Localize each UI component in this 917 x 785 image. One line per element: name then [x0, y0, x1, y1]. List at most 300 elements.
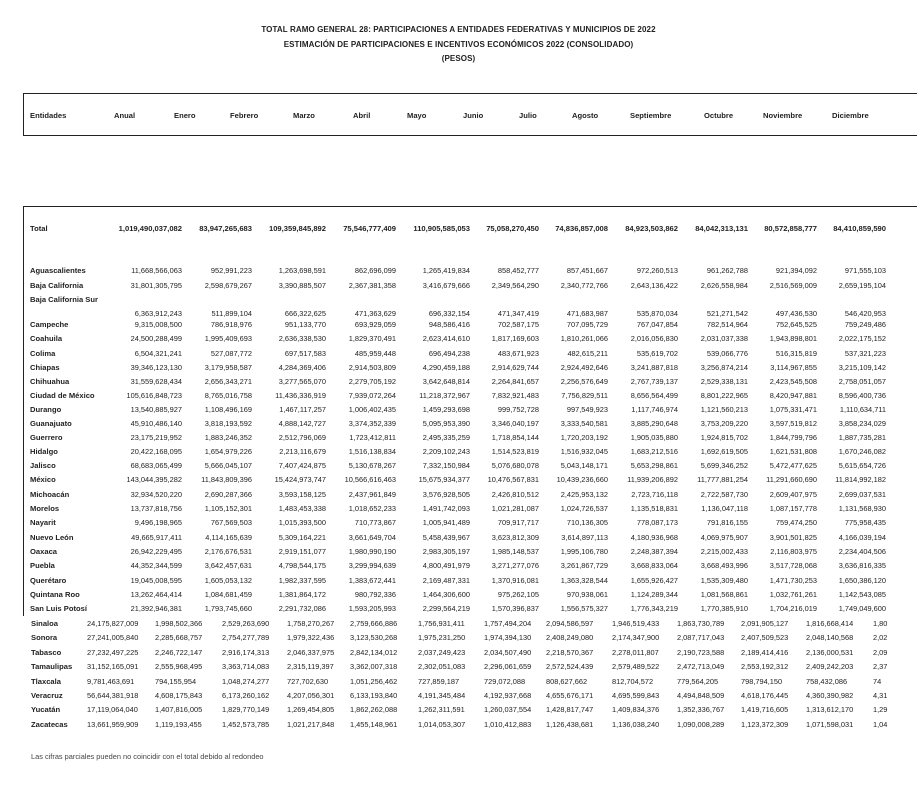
table-cell: 1,105,152,301 — [204, 504, 252, 513]
table-cell: 3,241,887,818 — [630, 363, 678, 372]
table-cell: 2,190,723,588 — [677, 648, 725, 657]
table-cell: 1,605,053,132 — [204, 576, 252, 585]
table-cell: 1,998,502,366 — [155, 619, 203, 628]
table-cell: 2,278,011,807 — [612, 648, 659, 657]
table-cell: 2,046,337,975 — [287, 648, 335, 657]
table-cell: 1,758,270,267 — [287, 619, 335, 628]
table-cell: 7,832,921,483 — [491, 391, 539, 400]
table-cell: 1,381,864,172 — [278, 590, 326, 599]
table-cell: 1,979,322,436 — [287, 633, 335, 642]
table-cell: 2,234,404,506 — [838, 547, 886, 556]
table-cell: 2,409,242,203 — [806, 662, 854, 671]
table-cell: 3,299,994,639 — [348, 561, 396, 570]
table-cell: 2,189,414,416 — [741, 648, 789, 657]
total-left-border — [23, 206, 24, 616]
table-cell: 3,753,209,220 — [700, 419, 748, 428]
report-subtitle: ESTIMACIÓN DE PARTICIPACIONES E INCENTIVOS ECONÓMICOS 2022 (CONSOLIDADO) — [283, 40, 634, 49]
table-cell: 1,683,212,516 — [630, 447, 678, 456]
table-cell: 2,264,841,657 — [491, 377, 539, 386]
table-cell: 10,566,616,463 — [344, 475, 396, 484]
table-cell: 1,467,117,257 — [279, 405, 326, 414]
table-cell: 727,702,630 — [287, 677, 329, 686]
table-cell: 3,123,530,268 — [350, 633, 398, 642]
table-cell: 2,437,961,849 — [348, 490, 396, 499]
table-cell: 2,512,796,069 — [278, 433, 326, 442]
table-cell: 8,420,947,881 — [769, 391, 817, 400]
table-cell: 2,218,570,367 — [546, 648, 594, 657]
table-cell: 2,659,195,104 — [838, 281, 886, 290]
table-cell: 786,918,976 — [210, 320, 252, 329]
table-cell: 2,623,414,610 — [422, 334, 470, 343]
table-cell: 1,718,854,144 — [491, 433, 539, 442]
table-cell: 8,801,222,965 — [700, 391, 748, 400]
table-cell: 1,593,205,993 — [348, 604, 396, 613]
table-cell: 3,517,728,068 — [769, 561, 817, 570]
table-cell: 2,690,287,366 — [204, 490, 252, 499]
table-cell: 1,650,386,120 — [838, 576, 886, 585]
table-cell: 2,495,335,259 — [422, 433, 470, 442]
table-cell: 1,516,932,045 — [560, 447, 608, 456]
entity-name: Sonora — [31, 633, 58, 642]
table-cell: 4,069,975,907 — [700, 533, 748, 542]
table-cell: 1,081,568,861 — [700, 590, 748, 599]
table-cell: 1,313,612,170 — [806, 705, 854, 714]
table-cell: 1,117,746,974 — [631, 405, 678, 414]
table-cell: 2,983,305,197 — [422, 547, 470, 556]
table-cell: 1,048,274,277 — [222, 677, 270, 686]
total-value: 84,923,503,862 — [625, 224, 678, 233]
entity-name: Sinaloa — [31, 619, 59, 628]
table-cell: 1,021,281,087 — [491, 504, 539, 513]
table-cell: 1,654,979,226 — [204, 447, 252, 456]
table-cell: 3,362,007,318 — [350, 662, 398, 671]
table-cell: 3,901,501,825 — [769, 533, 817, 542]
table-cell: 1,816,668,414 — [806, 619, 854, 628]
table-cell: 1,905,035,880 — [630, 433, 678, 442]
table-cell: 2,407,509,523 — [741, 633, 789, 642]
table-cell: 511,899,104 — [211, 309, 252, 318]
table-cell: 2,037,249,423 — [418, 648, 466, 657]
table-cell: 471,363,629 — [354, 309, 396, 318]
column-header: Mayo — [407, 111, 427, 120]
table-cell: 4,31 — [873, 691, 888, 700]
table-cell: 2,516,569,009 — [769, 281, 817, 290]
table-cell: 1,655,926,427 — [630, 576, 678, 585]
table-cell: 3,597,519,812 — [769, 419, 817, 428]
table-cell: 1,409,834,376 — [612, 705, 660, 714]
table-cell: 1,980,990,190 — [348, 547, 396, 556]
table-cell: 759,249,486 — [844, 320, 886, 329]
table-cell: 535,619,702 — [636, 349, 678, 358]
column-header: Entidades — [30, 111, 67, 120]
table-cell: 1,071,598,031 — [806, 720, 854, 729]
entity-name: Nuevo León — [30, 533, 74, 542]
table-cell: 1,005,941,489 — [422, 518, 470, 527]
total-value: 75,058,270,450 — [486, 224, 539, 233]
table-cell: 3,256,874,214 — [700, 363, 748, 372]
table-cell: 1,946,519,433 — [612, 619, 660, 628]
column-header: Octubre — [704, 111, 734, 120]
table-cell: 39,346,123,130 — [130, 363, 182, 372]
total-value: 1,019,490,037,082 — [118, 224, 182, 233]
entity-name: Yucatán — [31, 705, 61, 714]
entity-name: Colima — [30, 349, 56, 358]
table-cell: 2,215,002,433 — [700, 547, 748, 556]
entity-name: México — [30, 475, 56, 484]
column-header: Abril — [353, 111, 371, 120]
entity-name: Chiapas — [30, 363, 60, 372]
column-header: Agosto — [572, 111, 599, 120]
table-cell: 2,598,679,267 — [204, 281, 252, 290]
entity-name: Oaxaca — [30, 547, 58, 556]
table-cell: 3,261,867,729 — [560, 561, 608, 570]
table-cell: 794,155,954 — [155, 677, 197, 686]
table-cell: 2,256,576,649 — [560, 377, 608, 386]
entity-name: Tabasco — [31, 648, 62, 657]
table-cell: 2,296,061,659 — [484, 662, 532, 671]
table-cell: 1,844,799,796 — [769, 433, 817, 442]
table-cell: 2,094,586,597 — [546, 619, 594, 628]
table-cell: 3,818,193,592 — [204, 419, 252, 428]
column-header: Julio — [519, 111, 537, 120]
table-cell: 2,02 — [873, 633, 888, 642]
table-cell: 2,636,338,530 — [278, 334, 326, 343]
table-cell: 709,917,717 — [497, 518, 539, 527]
table-cell: 2,626,558,984 — [700, 281, 748, 290]
table-cell: 1,756,931,411 — [418, 619, 465, 628]
table-cell: 2,842,134,012 — [350, 648, 398, 657]
table-cell: 6,504,321,241 — [134, 349, 182, 358]
table-cell: 4,800,491,979 — [422, 561, 470, 570]
table-cell: 6,363,912,243 — [134, 309, 182, 318]
total-value: 80,572,858,777 — [764, 224, 817, 233]
table-cell: 5,653,298,861 — [630, 461, 678, 470]
table-cell: 710,136,305 — [566, 518, 608, 527]
table-cell: 980,792,336 — [354, 590, 396, 599]
table-cell: 7,332,150,984 — [422, 461, 470, 470]
table-cell: 5,472,477,625 — [769, 461, 817, 470]
table-cell: 2,209,102,243 — [422, 447, 470, 456]
table-cell: 1,121,560,213 — [700, 405, 748, 414]
table-cell: 3,661,649,704 — [348, 533, 396, 542]
table-cell: 13,262,464,414 — [130, 590, 182, 599]
table-cell: 11,291,660,690 — [766, 475, 817, 484]
table-cell: 471,347,419 — [497, 309, 539, 318]
table-cell: 782,514,964 — [706, 320, 748, 329]
table-cell: 779,564,205 — [677, 677, 719, 686]
table-cell: 4,888,142,727 — [278, 419, 326, 428]
table-cell: 2,656,343,271 — [204, 377, 252, 386]
table-cell: 2,579,489,522 — [612, 662, 660, 671]
table-cell: 696,332,154 — [428, 309, 470, 318]
table-cell: 3,668,833,064 — [630, 561, 678, 570]
table-cell: 1,516,138,834 — [348, 447, 396, 456]
table-cell: 5,666,045,107 — [204, 461, 252, 470]
table-cell: 521,271,542 — [706, 309, 748, 318]
table-cell: 1,383,672,441 — [348, 576, 396, 585]
table-cell: 31,801,305,795 — [130, 281, 182, 290]
table-cell: 3,623,812,309 — [491, 533, 539, 542]
table-cell: 1,535,309,480 — [700, 576, 748, 585]
entity-name: Puebla — [30, 561, 55, 570]
table-cell: 8,656,564,499 — [630, 391, 678, 400]
table-cell: 1,621,531,808 — [769, 447, 817, 456]
table-cell: 1,032,761,261 — [769, 590, 817, 599]
table-cell: 516,315,819 — [775, 349, 817, 358]
table-cell: 1,04 — [873, 720, 888, 729]
table-cell: 2,423,545,508 — [769, 377, 817, 386]
entity-name: Baja California Sur — [30, 295, 98, 304]
table-cell: 31,152,165,091 — [87, 662, 139, 671]
table-cell: 1,051,256,462 — [350, 677, 398, 686]
table-cell: 1,943,898,801 — [769, 334, 817, 343]
table-cell: 767,569,503 — [210, 518, 252, 527]
table-cell: 3,642,457,631 — [204, 561, 252, 570]
table-cell: 2,016,056,830 — [630, 334, 678, 343]
table-cell: 858,452,777 — [497, 266, 539, 275]
table-cell: 7,939,072,264 — [348, 391, 396, 400]
table-cell: 11,436,336,919 — [275, 391, 326, 400]
table-cell: 4,798,544,175 — [278, 561, 326, 570]
table-top-border — [23, 93, 917, 94]
table-cell: 1,862,262,088 — [350, 705, 398, 714]
table-cell: 485,959,448 — [354, 349, 396, 358]
entity-name: Baja California — [30, 281, 84, 290]
total-value: 109,359,845,892 — [268, 224, 326, 233]
table-cell: 1,136,038,240 — [612, 720, 660, 729]
table-cell: 11,777,881,254 — [697, 475, 748, 484]
table-cell: 1,692,619,505 — [700, 447, 748, 456]
table-cell: 4,114,165,639 — [205, 533, 252, 542]
table-cell: 702,587,175 — [497, 320, 539, 329]
table-cell: 3,277,565,070 — [278, 377, 326, 386]
table-cell: 3,416,679,666 — [422, 281, 470, 290]
table-cell: 1,262,311,591 — [418, 705, 465, 714]
table-cell: 2,291,732,086 — [278, 604, 326, 613]
table-cell: 971,555,103 — [844, 266, 886, 275]
table-cell: 727,859,187 — [418, 677, 460, 686]
table-cell: 23,175,219,952 — [130, 433, 182, 442]
table-cell: 1,014,053,307 — [418, 720, 466, 729]
table-cell: 2,472,713,049 — [677, 662, 725, 671]
table-cell: 778,087,173 — [636, 518, 678, 527]
total-value: 74,836,857,008 — [555, 224, 608, 233]
table-cell: 4,284,369,406 — [278, 363, 326, 372]
table-cell: 1,491,742,093 — [422, 504, 470, 513]
table-cell: 4,166,039,194 — [838, 533, 886, 542]
column-header: Diciembre — [832, 111, 869, 120]
table-cell: 767,047,854 — [636, 320, 678, 329]
table-cell: 3,363,714,083 — [222, 662, 270, 671]
total-value: 84,410,859,590 — [833, 224, 886, 233]
table-cell: 4,360,390,982 — [806, 691, 854, 700]
table-cell: 2,37 — [873, 662, 888, 671]
table-cell: 2,246,722,147 — [155, 648, 203, 657]
table-cell: 1,407,816,005 — [155, 705, 203, 714]
table-cell: 2,299,564,219 — [422, 604, 470, 613]
table-cell: 2,722,587,730 — [700, 490, 748, 499]
entity-name: Coahuila — [30, 334, 63, 343]
table-cell: 21,392,946,381 — [130, 604, 182, 613]
table-cell: 4,207,056,301 — [287, 691, 335, 700]
table-cell: 3,271,277,076 — [491, 561, 539, 570]
table-cell: 10,476,567,831 — [487, 475, 539, 484]
table-cell: 2,176,676,531 — [204, 547, 252, 556]
header-bottom-border — [23, 135, 917, 136]
table-cell: 2,169,487,331 — [422, 576, 470, 585]
table-cell: 2,091,905,127 — [741, 619, 789, 628]
table-cell: 1,126,438,681 — [546, 720, 594, 729]
table-cell: 539,066,776 — [706, 349, 748, 358]
table-cell: 5,076,680,078 — [491, 461, 539, 470]
table-cell: 2,529,338,131 — [700, 377, 748, 386]
table-cell: 1,985,148,537 — [491, 547, 539, 556]
entity-name: Morelos — [30, 504, 60, 513]
table-cell: 5,309,164,221 — [278, 533, 326, 542]
table-cell: 972,260,513 — [636, 266, 678, 275]
table-cell: 27,232,497,225 — [87, 648, 139, 657]
table-cell: 2,302,051,083 — [418, 662, 466, 671]
table-cell: 3,642,648,814 — [422, 377, 470, 386]
table-cell: 952,991,223 — [210, 266, 252, 275]
table-cell: 13,540,885,927 — [130, 405, 182, 414]
table-cell: 10,439,236,660 — [556, 475, 608, 484]
column-header: Marzo — [293, 111, 315, 120]
entity-name: Durango — [30, 405, 62, 414]
table-cell: 1,010,412,883 — [484, 720, 532, 729]
table-cell: 812,704,572 — [612, 677, 654, 686]
table-cell: 1,556,575,327 — [560, 604, 608, 613]
table-cell: 3,215,109,142 — [838, 363, 886, 372]
footnote: Las cifras parciales pueden no coincidir con el total debido al redondeo — [31, 752, 264, 761]
table-cell: 27,241,005,840 — [87, 633, 139, 642]
table-cell: 546,420,953 — [844, 309, 886, 318]
table-cell: 1,995,106,780 — [560, 547, 608, 556]
table-cell: 2,136,000,531 — [806, 648, 854, 657]
table-cell: 921,394,092 — [775, 266, 817, 275]
table-cell: 3,614,897,113 — [561, 533, 608, 542]
entity-name: Campeche — [30, 320, 69, 329]
entity-name: Guanajuato — [30, 419, 72, 428]
total-value: 84,042,313,131 — [695, 224, 748, 233]
table-cell: 68,683,065,499 — [130, 461, 182, 470]
table-cell: 759,474,250 — [775, 518, 817, 527]
table-cell: 808,627,662 — [546, 677, 588, 686]
column-header: Noviembre — [763, 111, 803, 120]
table-cell: 697,517,583 — [284, 349, 326, 358]
table-cell: 997,549,923 — [566, 405, 608, 414]
entity-name: Guerrero — [30, 433, 63, 442]
entity-name: Michoacán — [30, 490, 70, 499]
table-cell: 11,218,372,967 — [419, 391, 470, 400]
entity-name: Ciudad de México — [30, 391, 95, 400]
table-cell: 7,407,424,875 — [278, 461, 326, 470]
table-cell: 1,452,573,785 — [222, 720, 270, 729]
table-cell: 1,090,008,289 — [677, 720, 725, 729]
table-cell: 497,436,530 — [775, 309, 817, 318]
table-cell: 1,352,336,767 — [677, 705, 725, 714]
table-cell: 2,924,492,646 — [560, 363, 608, 372]
table-cell: 791,816,155 — [706, 518, 748, 527]
table-cell: 752,645,525 — [775, 320, 817, 329]
table-cell: 537,321,223 — [844, 349, 886, 358]
table-cell: 2,349,564,290 — [491, 281, 539, 290]
table-cell: 143,044,395,282 — [126, 475, 182, 484]
table-cell: 4,191,345,484 — [418, 691, 466, 700]
table-cell: 1,982,337,595 — [278, 576, 326, 585]
table-cell: 24,175,827,009 — [87, 619, 139, 628]
table-cell: 1,135,518,831 — [630, 504, 678, 513]
table-cell: 2,767,739,137 — [630, 377, 678, 386]
table-cell: 482,615,211 — [567, 349, 608, 358]
table-cell: 1,459,293,698 — [422, 405, 470, 414]
entity-name: Querétaro — [30, 576, 67, 585]
table-cell: 2,340,772,766 — [560, 281, 608, 290]
table-cell: 2,022,175,152 — [838, 334, 886, 343]
report-title: TOTAL RAMO GENERAL 28: PARTICIPACIONES A ENTIDADES FEDERATIVAS Y MUNICIPIOS DE 2022 — [261, 25, 656, 34]
total-value: 110,905,585,053 — [413, 224, 470, 233]
entity-name: Zacatecas — [31, 720, 68, 729]
table-cell: 9,496,198,965 — [134, 518, 182, 527]
table-cell: 951,133,770 — [284, 320, 326, 329]
table-cell: 1,136,047,118 — [701, 504, 748, 513]
table-cell: 9,781,463,691 — [87, 677, 135, 686]
table-cell: 5,458,439,967 — [422, 533, 470, 542]
table-cell: 105,616,848,723 — [126, 391, 182, 400]
table-cell: 1,370,916,081 — [491, 576, 539, 585]
table-cell: 707,095,729 — [566, 320, 608, 329]
table-cell: 2,916,174,313 — [222, 648, 270, 657]
table-cell: 6,133,193,840 — [350, 691, 398, 700]
table-cell: 1,087,157,778 — [769, 504, 817, 513]
table-cell: 4,608,175,843 — [155, 691, 203, 700]
table-cell: 758,432,086 — [806, 677, 848, 686]
table-cell: 4,695,599,843 — [612, 691, 660, 700]
table-cell: 1,015,393,500 — [278, 518, 326, 527]
table-cell: 1,29 — [873, 705, 888, 714]
table-cell: 2,758,051,057 — [838, 377, 886, 386]
table-cell: 1,123,372,309 — [741, 720, 789, 729]
entity-name: Quintana Roo — [30, 590, 80, 599]
table-cell: 1,363,328,544 — [560, 576, 608, 585]
table-cell: 1,776,343,219 — [630, 604, 678, 613]
table-cell: 1,723,412,811 — [349, 433, 396, 442]
table-cell: 970,938,061 — [566, 590, 608, 599]
table-cell: 1,024,726,537 — [560, 504, 608, 513]
table-cell: 5,095,953,390 — [422, 419, 470, 428]
table-cell: 2,315,119,397 — [287, 662, 334, 671]
table-cell: 2,034,507,490 — [484, 648, 532, 657]
table-cell: 1,720,203,192 — [560, 433, 608, 442]
table-cell: 1,757,494,204 — [484, 619, 532, 628]
table-cell: 2,759,666,886 — [350, 619, 398, 628]
table-cell: 1,975,231,250 — [418, 633, 466, 642]
table-cell: 1,924,815,702 — [700, 433, 748, 442]
table-cell: 4,180,936,968 — [630, 533, 678, 542]
table-cell: 2,087,717,043 — [677, 633, 725, 642]
table-cell: 961,262,788 — [706, 266, 748, 275]
table-cell: 32,934,520,220 — [130, 490, 182, 499]
table-cell: 471,683,987 — [566, 309, 608, 318]
table-cell: 2,285,668,757 — [155, 633, 203, 642]
column-header: Anual — [114, 111, 136, 120]
table-cell: 2,426,810,512 — [491, 490, 539, 499]
table-cell: 2,408,249,080 — [546, 633, 594, 642]
table-cell: 2,914,629,744 — [491, 363, 539, 372]
table-cell: 2,919,151,077 — [278, 547, 326, 556]
total-top-border — [23, 206, 917, 207]
table-cell: 483,671,923 — [497, 349, 539, 358]
